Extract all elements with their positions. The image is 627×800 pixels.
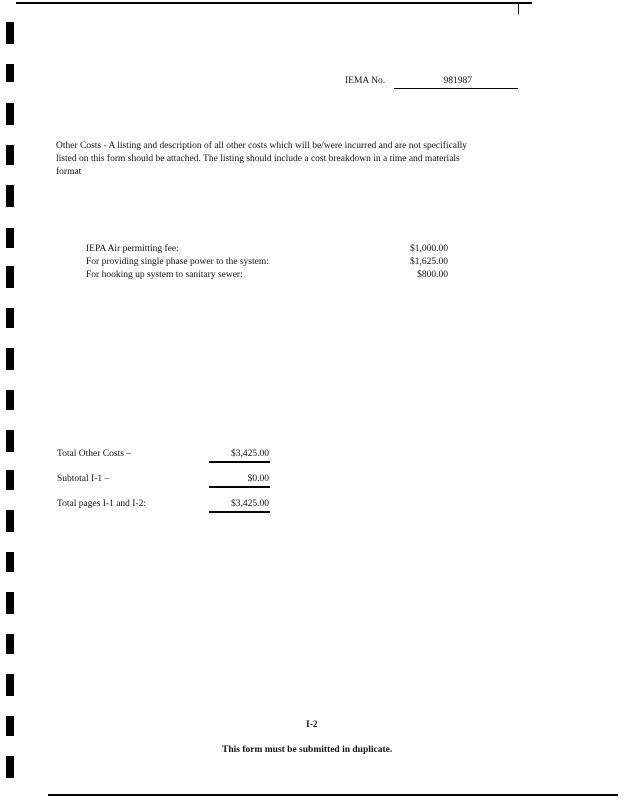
total-pages-label: Total pages I-1 and I-2:	[57, 499, 147, 509]
subtotal-label: Subtotal I-1 –	[57, 474, 110, 484]
binding-mark	[6, 552, 14, 572]
subtotal-underline	[209, 486, 270, 488]
subtotal-amount: $0.00	[247, 474, 269, 484]
binding-mark	[6, 470, 14, 490]
cost-item-amount: $1,625.00	[410, 257, 448, 267]
binding-mark	[6, 22, 14, 44]
cost-item-amount: $1,000.00	[410, 244, 448, 254]
corner-tick	[518, 2, 519, 14]
binding-mark	[6, 145, 14, 165]
intro-line-2: listed on this form should be attached. The listing should include a cost breakdown in a time and materials	[56, 154, 460, 164]
binding-mark	[6, 634, 14, 654]
intro-line-1: Other Costs - A listing and description of all other costs which will be/were incurred and are not specifically	[56, 141, 468, 151]
total-other-costs-label: Total Other Costs –	[57, 449, 132, 459]
iema-label: IEMA No.	[345, 76, 386, 86]
binding-mark	[6, 64, 14, 82]
cost-item-label: IEPA Air permitting fee:	[86, 244, 179, 254]
bottom-border-line	[48, 794, 618, 796]
cost-item-label: For providing single phase power to the system:	[86, 257, 269, 267]
binding-mark	[6, 756, 14, 778]
binding-mark	[6, 674, 14, 696]
iema-number-underline	[394, 88, 518, 89]
page-number: I-2	[306, 720, 318, 730]
binding-mark	[6, 308, 14, 328]
total-other-costs-underline	[209, 461, 270, 463]
total-other-costs-amount: $3,425.00	[231, 449, 269, 459]
binding-mark	[6, 510, 14, 532]
cost-item-amount: $800.00	[417, 270, 448, 280]
binding-mark	[6, 592, 14, 614]
cost-item-label: For hooking up system to sanitary sewer:	[86, 270, 243, 280]
binding-mark	[6, 266, 14, 288]
top-border-line	[16, 2, 532, 4]
binding-mark	[6, 185, 14, 207]
binding-mark	[6, 430, 14, 452]
binding-mark	[6, 103, 14, 125]
binding-mark	[6, 390, 14, 410]
binding-mark	[6, 348, 14, 370]
binding-mark	[6, 228, 14, 248]
iema-number: 981987	[443, 76, 472, 86]
intro-line-3: format	[56, 167, 82, 177]
total-pages-underline	[209, 511, 270, 513]
duplicate-note: This form must be submitted in duplicate.	[222, 745, 393, 755]
binding-mark	[6, 716, 14, 736]
total-pages-amount: $3,425.00	[231, 499, 269, 509]
